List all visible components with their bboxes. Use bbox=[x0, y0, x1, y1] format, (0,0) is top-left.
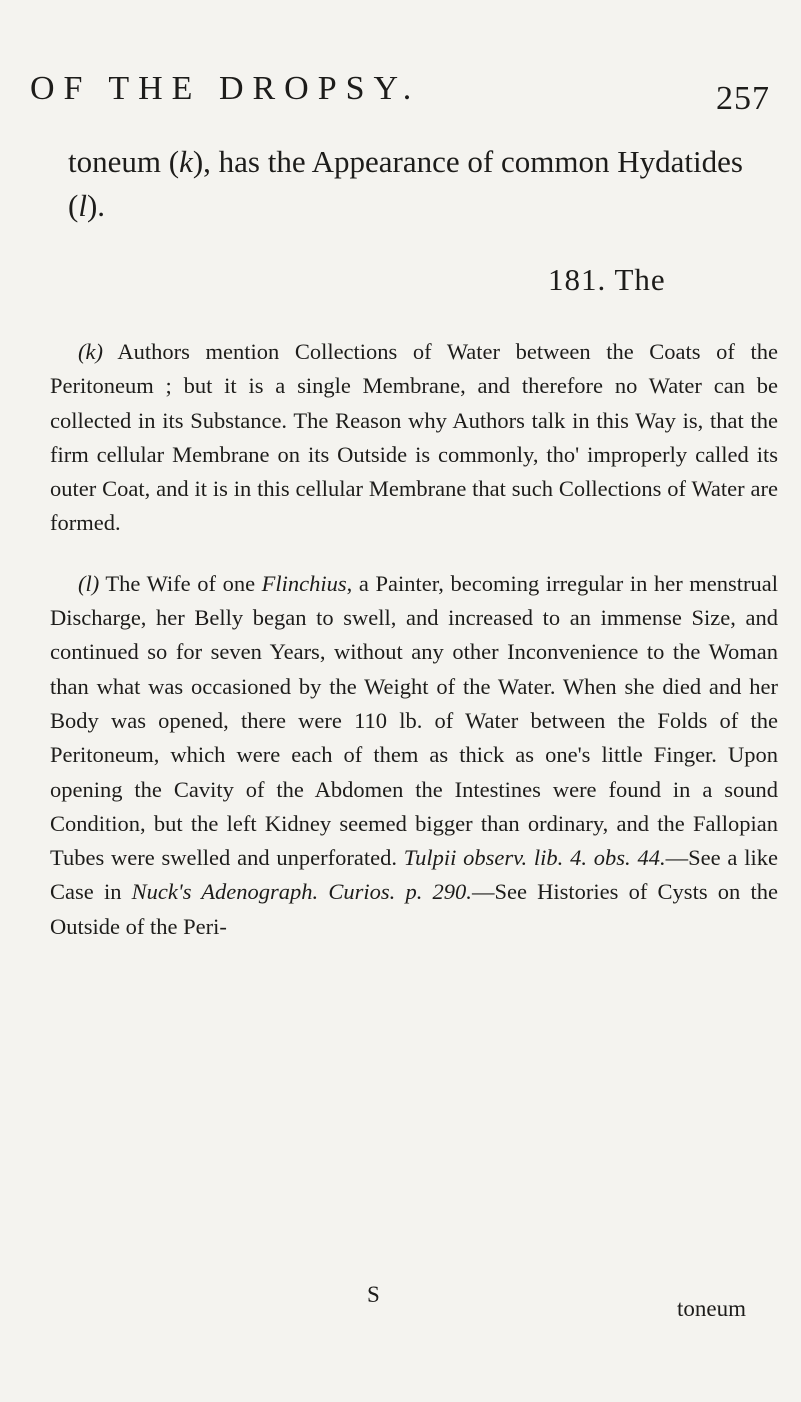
footnote-marker: (k) bbox=[78, 339, 103, 364]
main-text-part: ). bbox=[86, 188, 106, 223]
running-head: OF THE DROPSY. bbox=[30, 70, 421, 107]
footnote-text: Authors mention Collections of Water between the Coats of the Peritoneum ; but it is a single Membrane, and therefore no Water can be collected in its Substance. The Reason why Authors talk in this Way is, that the firm cellular Membrane on its Outside is commonly, tho' improperly called its outer Coat, and it is in this cellular Membrane that such Collections of Water are formed. bbox=[50, 339, 778, 536]
catchword: toneum bbox=[677, 1296, 746, 1321]
note-ref-k: k bbox=[179, 144, 193, 179]
page-number: 257 bbox=[716, 80, 770, 117]
footnote-text: —See Histories of Cysts on the Outside of the Peri- bbox=[50, 879, 778, 939]
main-text bbox=[68, 140, 773, 228]
note-ref-l: l bbox=[78, 188, 87, 223]
footnote-text: , a Painter, becoming irregular in her menstrual Discharge, her Belly began to swell, and increased to an immense Size, and continued so for seven Years, without any other Inconvenience to the Woman than what was occasioned by the Weight of the Water. When she died and her Body was opened, there were 110 lb. of Water between the Folds of the Peritoneum, which were each of them as thick as one's little Finger. Upon opening the Cavity of the Abdomen the Intestines were found in a sound Condition, but the left Kidney seemed bigger than ordinary, and the Fallopian Tubes were swelled and unperforated. bbox=[50, 570, 779, 871]
footnote-text: —See a like Case in bbox=[50, 845, 778, 905]
signature-mark: S bbox=[367, 1282, 380, 1307]
footnotes bbox=[50, 335, 778, 944]
main-text-part: ), has the Appearance of common Hydatides ( bbox=[68, 144, 743, 223]
next-section-heading: 181. The bbox=[548, 262, 666, 297]
footnote-l bbox=[50, 567, 778, 944]
citation: Tulpii observ. lib. 4. obs. 44. bbox=[403, 845, 666, 871]
main-text-part: toneum ( bbox=[68, 144, 180, 179]
footnote-k bbox=[50, 335, 778, 541]
footnote-marker: (l) bbox=[78, 570, 100, 596]
footnote-text: The Wife of one bbox=[99, 570, 262, 596]
citation: Nuck's Adenograph. Curios. p. 290. bbox=[131, 879, 472, 905]
person-name: Flinchius bbox=[261, 570, 347, 596]
